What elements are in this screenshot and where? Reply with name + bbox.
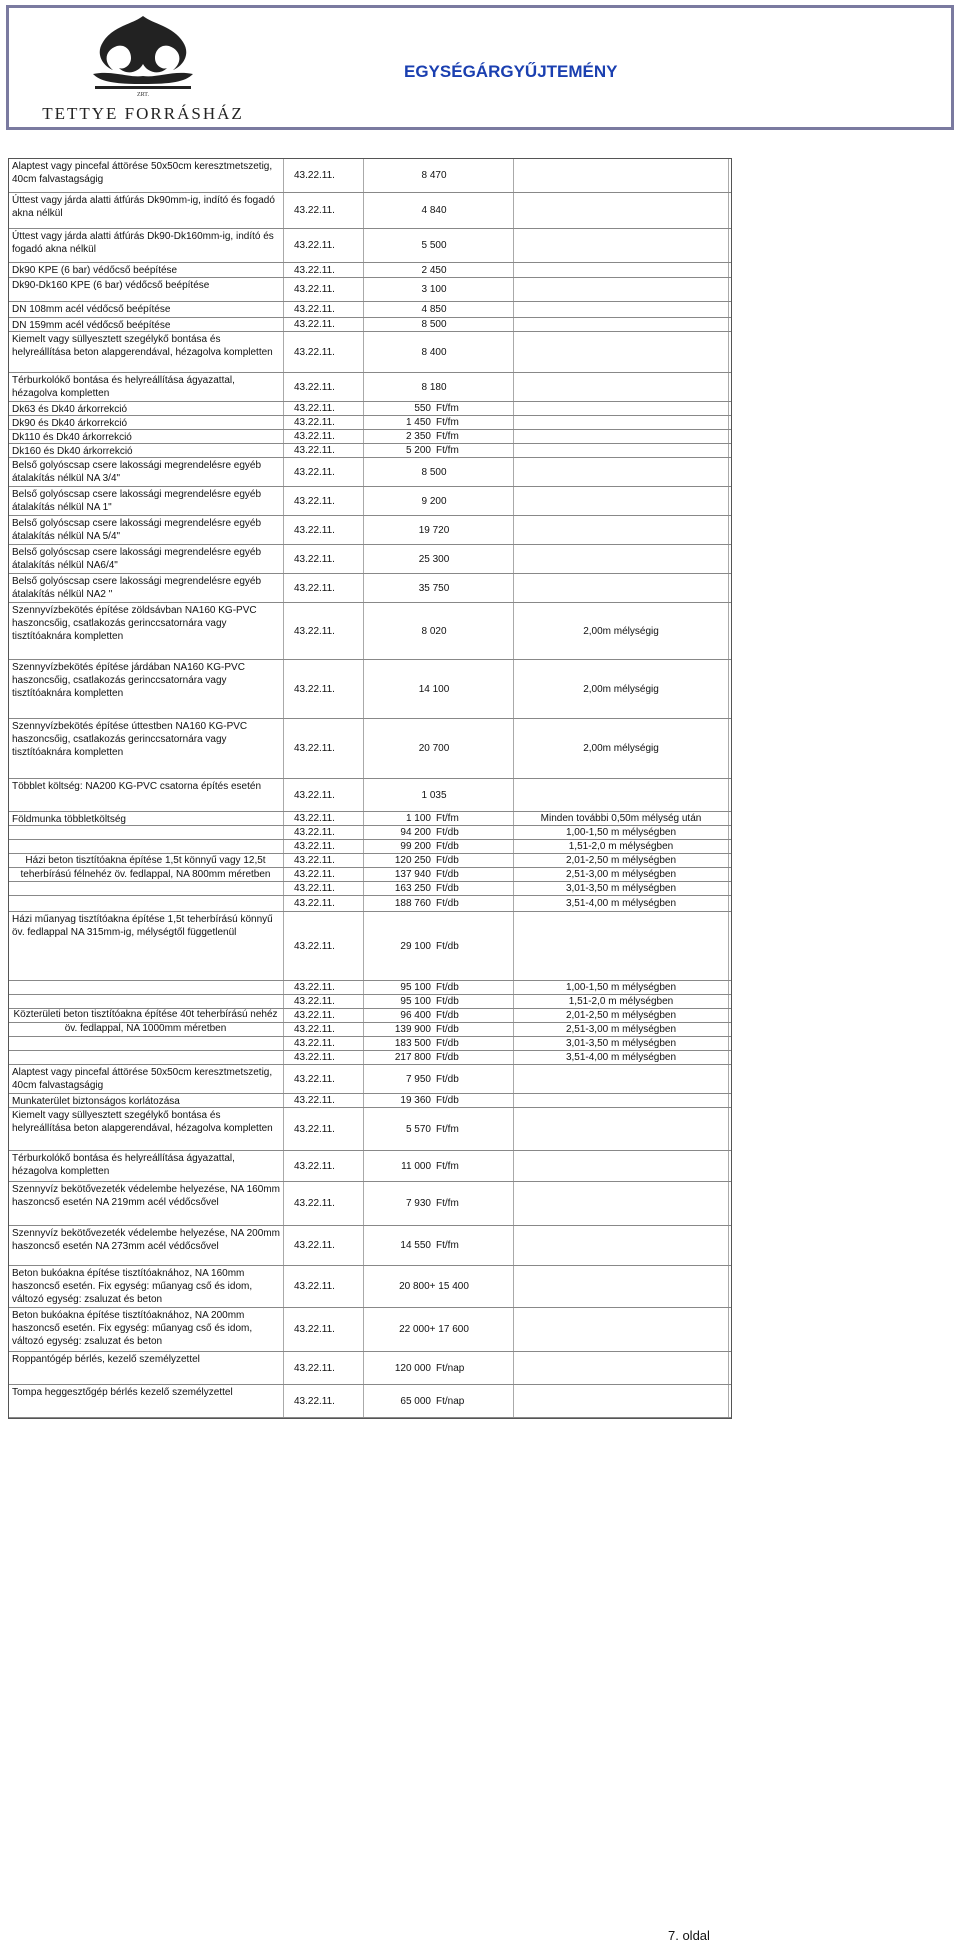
table-row [9,1151,731,1182]
row-unit: Ft/db [434,854,514,867]
row-code: 43.22.11. [284,1182,364,1225]
row-price: 7 930 [405,1198,431,1209]
row-price: 8 470 [421,170,447,181]
row-note: 2,00m mélységig [514,603,729,659]
row-note: 2,00m mélységig [514,660,729,718]
row-description: Belső golyóscsap csere lakossági megrendelésre egyéb átalakítás nélkül NA 1" [9,487,284,515]
row-code: 43.22.11. [284,840,364,853]
row-description: Belső golyóscsap csere lakossági megrendelésre egyéb átalakítás nélkül NA 3/4" [9,458,284,486]
row-description: Belső golyóscsap csere lakossági megrendelésre egyéb átalakítás nélkül NA6/4" [9,545,284,573]
row-price: 8 500 [421,466,447,478]
row-price: 5 570 [405,1123,431,1135]
row-unit: Ft/nap [434,1352,514,1384]
row-unit: Ft/fm [434,1226,514,1265]
row-code: 43.22.11. [284,882,364,895]
table-row [9,719,731,779]
row-unit [434,302,514,317]
row-unit: Ft/db [434,1037,514,1050]
row-price: 8 020 [421,625,447,637]
row-price: 65 000 [400,1395,431,1407]
row-price: 120 000 [394,1362,431,1374]
row-code: 43.22.11. [284,1065,364,1093]
row-code: 43.22.11. [284,719,364,778]
table-row [9,302,731,318]
row-unit [434,660,514,718]
row-price: 5 200 [405,445,431,456]
row-code: 43.22.11. [284,1023,364,1036]
row-price: 20 800+ 15 400 [399,1281,469,1292]
row-price: 35 750 [418,582,450,594]
row-code: 43.22.11. [284,779,364,811]
row-note [514,1151,729,1181]
row-unit: Ft/fm [434,812,514,825]
row-price: 8 400 [421,346,447,358]
row-unit [434,332,514,372]
table-row [9,812,731,826]
row-note [514,458,729,486]
row-price: 2 350 [405,431,431,442]
table-row [9,660,731,719]
row-code: 43.22.11. [284,1352,364,1384]
row-code: 43.22.11. [284,444,364,457]
row-description: Többlet költség: NA200 KG-PVC csatorna építés esetén [9,779,284,811]
row-price: 139 900 [394,1024,431,1035]
row-price: 1 035 [421,789,447,801]
row-description: Szennyvíz bekötővezeték védelembe helyezése, NA 200mm haszoncső esetén NA 273mm acél védőcsővel [9,1226,284,1265]
group-description: Közterületi beton tisztítóakna építése 40t teherbírású nehéz öv. fedlappal, NA 1000mm méretben [13,1009,278,1034]
row-code: 43.22.11. [284,1108,364,1150]
row-unit: Ft/fm [434,416,514,429]
table-row [9,1226,731,1266]
row-description: Földmunka többletköltség [9,812,284,825]
row-note: 2,51-3,00 m mélységben [514,868,729,881]
row-unit: Ft/db [434,1065,514,1093]
row-price: 163 250 [394,883,431,894]
table-row [9,229,731,263]
row-note [514,1065,729,1093]
table-row [9,263,731,278]
row-note [514,373,729,401]
row-description: Beton bukóakna építése tisztítóaknához, NA 200mm haszoncső esetén. Fix egység: műanyag cső és idom, változó egység: zsaluzat és beton [9,1308,284,1351]
row-note [514,1385,729,1417]
row-price: 8 180 [421,381,447,393]
row-note [514,1182,729,1225]
row-unit [434,373,514,401]
table-row [9,1308,731,1352]
table-row [9,603,731,660]
row-unit [434,263,514,277]
row-price: 25 300 [418,553,450,565]
row-unit [434,779,514,811]
row-unit [434,159,514,192]
row-note [514,1094,729,1107]
row-code: 43.22.11. [284,981,364,994]
row-description: Belső golyóscsap csere lakossági megrendelésre egyéb átalakítás nélkül NA 5/4" [9,516,284,544]
row-note [514,430,729,443]
row-note [514,1266,729,1307]
row-note [514,487,729,515]
row-code: 43.22.11. [284,302,364,317]
row-unit [434,603,514,659]
row-code: 43.22.11. [284,1094,364,1107]
table-row [9,516,731,545]
group-description: Házi beton tisztítóakna építése 1,5t könnyű vagy 12,5t teherbírású félnehéz öv. fedlappal, NA 800mm méretben [20,855,271,880]
row-code: 43.22.11. [284,458,364,486]
row-description: Alaptest vagy pincefal áttörése 50x50cm keresztmetszetig, 40cm falvastagságig [9,159,284,192]
row-unit: Ft/db [434,868,514,881]
row-code: 43.22.11. [284,1308,364,1351]
table-row [9,193,731,229]
row-note [514,1108,729,1150]
row-note: 1,51-2,0 m mélységben [514,995,729,1008]
row-price: 29 100 [400,940,431,952]
row-price: 99 200 [400,841,431,852]
row-note [514,302,729,317]
row-description: Kiemelt vagy süllyesztett szegélykő bontása és helyreállítása beton alapgerendával, hézagolva kompletten [9,332,284,372]
row-description: Beton bukóakna építése tisztítóaknához, NA 160mm haszoncső esetén. Fix egység: műanyag cső és idom, változó egység: zsaluzat és beton [9,1266,284,1307]
row-description: Dk90 KPE (6 bar) védőcső beépítése [9,263,284,277]
row-price: 22 000+ 17 600 [399,1324,469,1335]
row-note: 1,00-1,50 m mélységben [514,826,729,839]
row-note [514,779,729,811]
page-title: EGYSÉGÁRGYŰJTEMÉNY [404,62,618,81]
row-unit [434,719,514,778]
table-row [9,545,731,574]
ornament-icon [73,14,213,96]
row-note: 2,51-3,00 m mélységben [514,1023,729,1036]
row-code: 43.22.11. [284,416,364,429]
table-row [9,574,731,603]
row-note [514,912,729,980]
row-price: 7 950 [405,1073,431,1085]
row-unit: Ft/db [434,826,514,839]
row-code: 43.22.11. [284,912,364,980]
row-code: 43.22.11. [284,193,364,228]
row-description: Szennyvízbekötés építése zöldsávban NA160 KG-PVC haszoncsőig, csatlakozás gerinccsatornára vagy tisztítóaknára kompletten [9,603,284,659]
row-code: 43.22.11. [284,318,364,331]
row-note: 2,00m mélységig [514,719,729,778]
row-note [514,516,729,544]
table-row [9,444,731,458]
row-price: 95 100 [400,982,431,993]
row-unit [434,278,514,301]
row-description: Dk110 és Dk40 árkorrekció [9,430,284,443]
table-row [9,487,731,516]
row-description: Térburkolókő bontása és helyreállítása ágyazattal, hézagolva kompletten [9,1151,284,1181]
row-price: 19 720 [418,524,450,536]
row-code: 43.22.11. [284,229,364,262]
row-price: 95 100 [400,996,431,1007]
row-code: 43.22.11. [284,1037,364,1050]
row-note: 2,01-2,50 m mélységben [514,854,729,867]
row-unit: Ft/fm [434,444,514,457]
page-number: 7. oldal [668,1928,710,1943]
row-unit: Ft/db [434,840,514,853]
row-code: 43.22.11. [284,373,364,401]
row-description: Belső golyóscsap csere lakossági megrendelésre egyéb átalakítás nélkül NA2 " [9,574,284,602]
table-row [9,458,731,487]
row-description: Szennyvízbekötés építése járdában NA160 KG-PVC haszoncsőig, csatlakozás gerinccsatornára vagy tisztítóaknára kompletten [9,660,284,718]
row-note [514,1352,729,1384]
table-row [9,1182,731,1226]
row-note [514,318,729,331]
row-code: 43.22.11. [284,159,364,192]
row-unit: Ft/db [434,1023,514,1036]
row-description: Roppantógép bérlés, kezelő személyzettel [9,1352,284,1384]
row-description: Szennyvíz bekötővezeték védelembe helyezése, NA 160mm haszoncső esetén NA 219mm acél védőcsővel [9,1182,284,1225]
row-price: 5 500 [421,240,447,251]
row-code: 43.22.11. [284,487,364,515]
table-row [9,159,731,193]
row-unit [434,229,514,262]
row-code: 43.22.11. [284,402,364,415]
table-row [9,1385,731,1418]
row-unit [434,193,514,228]
row-unit [434,574,514,602]
row-note [514,545,729,573]
row-unit [434,1266,514,1307]
row-description: Házi műanyag tisztítóakna építése 1,5t teherbírású könnyű öv. fedlappal NA 315mm-ig, mélységtől függetlenül [9,912,284,980]
row-code: 43.22.11. [284,332,364,372]
row-code: 43.22.11. [284,430,364,443]
price-table [8,158,732,1419]
table-row [9,1266,731,1308]
row-note [514,1308,729,1351]
row-unit: Ft/db [434,1009,514,1022]
table-row [9,779,731,812]
row-unit: Ft/db [434,1051,514,1064]
row-note: 3,01-3,50 m mélységben [514,882,729,895]
row-unit: Ft/nap [434,1385,514,1417]
row-note [514,332,729,372]
row-code: 43.22.11. [284,1385,364,1417]
row-unit: Ft/fm [434,1182,514,1225]
row-note: 3,51-4,00 m mélységben [514,1051,729,1064]
row-note [514,263,729,277]
row-price: 137 940 [394,869,431,880]
table-row [9,373,731,402]
row-code: 43.22.11. [284,1009,364,1022]
row-note: 3,01-3,50 m mélységben [514,1037,729,1050]
table-row [9,278,731,302]
row-unit [434,516,514,544]
row-price: 9 200 [421,495,447,507]
row-unit [434,1308,514,1351]
row-price: 96 400 [400,1010,431,1021]
table-row [9,318,731,332]
row-unit: Ft/db [434,896,514,911]
row-note: 1,51-2,0 m mélységben [514,840,729,853]
row-code: 43.22.11. [284,995,364,1008]
row-description: Térburkolókő bontása és helyreállítása ágyazattal, hézagolva kompletten [9,373,284,401]
row-unit: Ft/db [434,1094,514,1107]
row-price: 2 450 [421,264,447,276]
row-code: 43.22.11. [284,660,364,718]
row-note [514,1226,729,1265]
row-price: 8 500 [421,319,447,330]
row-price: 183 500 [394,1038,431,1049]
row-description: Úttest vagy járda alatti átfúrás Dk90-Dk160mm-ig, indító és fogadó akna nélkül [9,229,284,262]
row-price: 1 450 [405,417,431,428]
row-description: Szennyvízbekötés építése úttestben NA160 KG-PVC haszoncsőig, csatlakozás gerinccsatornára vagy tisztítóaknára kompletten [9,719,284,778]
row-unit [434,458,514,486]
row-code: 43.22.11. [284,603,364,659]
row-code: 43.22.11. [284,263,364,277]
row-note [514,278,729,301]
row-unit: Ft/db [434,882,514,895]
row-price: 188 760 [394,898,431,909]
row-code: 43.22.11. [284,516,364,544]
row-description: Munkaterület biztonságos korlátozása [9,1094,284,1107]
row-description: Úttest vagy járda alatti átfúrás Dk90mm-ig, indító és fogadó akna nélkül [9,193,284,228]
row-description: Alaptest vagy pincefal áttörése 50x50cm keresztmetszetig, 40cm falvastagságig [9,1065,284,1093]
row-note [514,193,729,228]
row-price: 11 000 [401,1160,431,1172]
row-note: 1,00-1,50 m mélységben [514,981,729,994]
row-price: 4 840 [421,205,447,216]
row-unit: Ft/db [434,995,514,1008]
row-price: 217 800 [394,1052,431,1063]
row-unit: Ft/db [434,981,514,994]
row-price: 550 [414,403,431,414]
row-unit: Ft/fm [434,1108,514,1150]
row-unit: Ft/db [434,912,514,980]
row-price: 94 200 [400,827,431,838]
row-unit [434,487,514,515]
row-note [514,229,729,262]
table-row [9,402,731,416]
row-unit: Ft/fm [434,402,514,415]
table-row [9,1094,731,1108]
table-row [9,416,731,430]
row-price: 20 700 [418,743,450,754]
row-code: 43.22.11. [284,1051,364,1064]
row-price: 1 100 [405,813,431,824]
row-price: 14 100 [418,683,450,695]
row-code: 43.22.11. [284,812,364,825]
table-row [9,912,731,981]
row-code: 43.22.11. [284,1151,364,1181]
company-logo [23,14,263,124]
row-unit [434,545,514,573]
row-note: 3,51-4,00 m mélységben [514,896,729,911]
row-code: 43.22.11. [284,854,364,867]
table-row [9,1108,731,1151]
row-unit: Ft/fm [434,1151,514,1181]
row-code: 43.22.11. [284,278,364,301]
row-description: Tompa heggesztőgép bérlés kezelő személyzettel [9,1385,284,1417]
row-price: 120 250 [394,855,431,866]
row-note [514,574,729,602]
row-note [514,402,729,415]
row-price: 14 550 [400,1240,431,1251]
logo-name: TETTYE FORRÁSHÁZ [42,104,244,123]
row-code: 43.22.11. [284,896,364,911]
row-code: 43.22.11. [284,1226,364,1265]
row-code: 43.22.11. [284,868,364,881]
row-price: 4 850 [421,304,447,315]
table-row [9,1065,731,1094]
row-note [514,159,729,192]
row-price: 3 100 [421,284,447,295]
row-description: Dk90 és Dk40 árkorrekció [9,416,284,429]
row-description: Dk160 és Dk40 árkorrekció [9,444,284,457]
row-code: 43.22.11. [284,545,364,573]
row-note: Minden további 0,50m mélység után [514,812,729,825]
row-note: 2,01-2,50 m mélységben [514,1009,729,1022]
row-code: 43.22.11. [284,574,364,602]
table-row [9,1352,731,1385]
row-code: 43.22.11. [284,826,364,839]
row-description: Dk90-Dk160 KPE (6 bar) védőcső beépítése [9,278,284,301]
row-unit: Ft/fm [434,430,514,443]
logo-small-text: ZRT. [136,92,150,98]
row-price: 19 360 [400,1095,431,1106]
page-header [6,5,954,130]
row-description: Dk63 és Dk40 árkorrekció [9,402,284,415]
table-row [9,332,731,373]
table-row [9,430,731,444]
row-description: DN 108mm acél védőcső beépítése [9,302,284,317]
row-unit [434,318,514,331]
row-note [514,444,729,457]
row-description: Kiemelt vagy süllyesztett szegélykő bontása és helyreállítása beton alapgerendával, hézagolva kompletten [9,1108,284,1150]
row-description: DN 159mm acél védőcső beépítése [9,318,284,331]
row-code: 43.22.11. [284,1266,364,1307]
row-note [514,416,729,429]
